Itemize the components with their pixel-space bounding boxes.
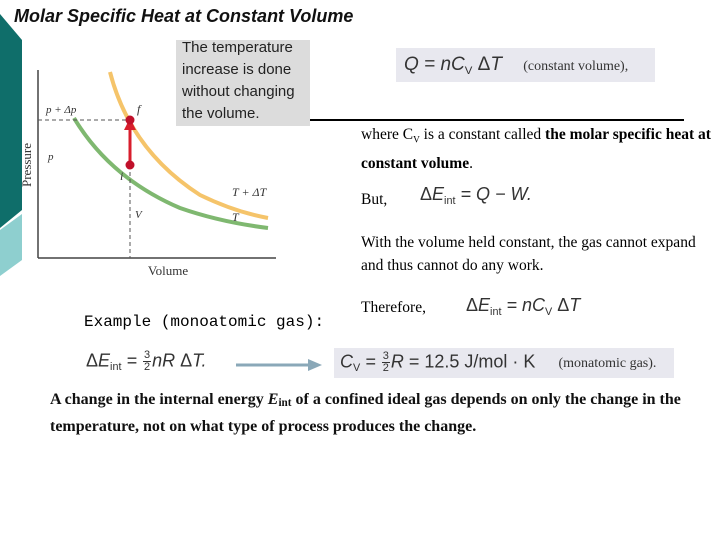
- point-f: [126, 116, 135, 125]
- p-low-label: p: [48, 151, 54, 163]
- point-i: [126, 161, 135, 170]
- cv-description: where $C_V$ is a constant called the molar specific heat at constant volume.: [361, 126, 711, 173]
- curve-cold-label: T: [232, 210, 239, 224]
- therefore-label: Therefore,: [361, 299, 426, 316]
- point-f-label: f: [137, 102, 141, 116]
- divider-line: [310, 119, 684, 121]
- example-label: Example (monoatomic gas):: [84, 313, 325, 331]
- q-equation-note: (constant volume),: [523, 59, 629, 74]
- volume-held-text: With the volume held constant, the gas cannot expand and thus cannot do any work.: [361, 234, 696, 274]
- implies-arrow: [236, 358, 324, 372]
- q-equation: $Q = nC_V$ ΔT (constant volume),: [404, 54, 629, 77]
- curve-hot-label: T + ΔT: [232, 185, 267, 199]
- mono-cv-equation: $C_V$ = $\frac{3}{2}$ R = 12.5 J/mol · K (monatomic gas).: [340, 350, 657, 375]
- slide-title: Molar Specific Heat at Constant Volume: [14, 6, 354, 26]
- v-label: V: [135, 209, 142, 221]
- y-axis-label: Pressure: [19, 142, 34, 188]
- mono-eint-equation: $\Delta E_{int}$ = $\frac{3}{2}$ nR ΔT.: [86, 349, 207, 374]
- point-i-label: i: [120, 169, 124, 183]
- p-high-label: p + Δp: [46, 104, 77, 116]
- eint-cv-equation: $\Delta E_{int} = nC_V$ ΔT: [466, 295, 581, 318]
- annotation-text: The temperature increase is done without changing the volume.: [182, 39, 295, 122]
- mono-cv-note: (monatomic gas).: [558, 356, 657, 372]
- but-label: But,: [361, 191, 388, 208]
- fraction-three-halves-cv: $\frac{3}{2}$: [382, 350, 389, 374]
- x-axis-label: Volume: [147, 263, 189, 278]
- fraction-three-halves: $\frac{3}{2}$: [143, 349, 151, 373]
- eint-equation: $\Delta E_{int} = Q - W$.: [420, 184, 532, 207]
- conclusion-text: A change in the internal energy $E_{int}$ of a confined ideal gas depends on only the change in the temperature, not on what type of process produces the change.: [50, 391, 681, 436]
